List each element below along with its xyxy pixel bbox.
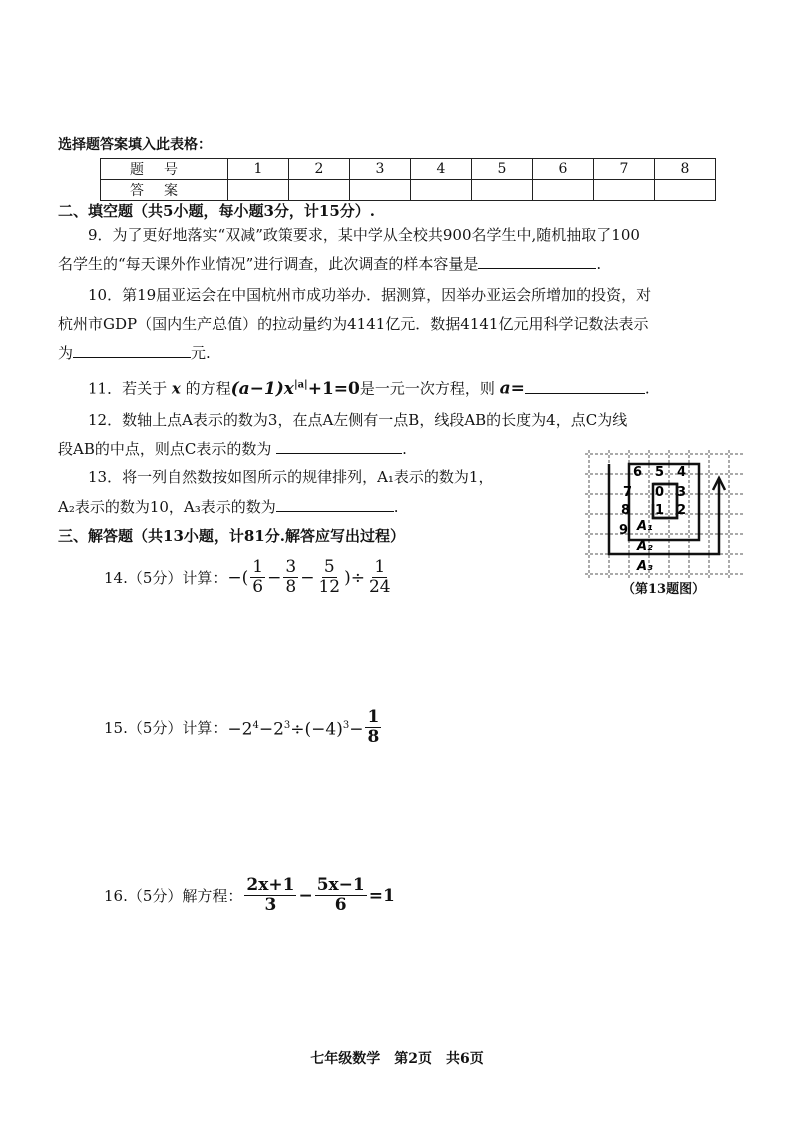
table-row: [101, 180, 716, 201]
q16-rhs: =1: [368, 885, 395, 906]
table-cell: 3: [350, 159, 411, 180]
fig-label-3: 3: [677, 485, 687, 500]
q10-line2: 杭州市GDP（国内生产总值）的拉动量约为4141亿元．数据4141亿元用科学记数法表示: [58, 315, 649, 333]
q14-frac1: $\frac{1}{6}$: [252, 557, 264, 597]
q13-end: .: [393, 498, 399, 516]
answer-cell[interactable]: [655, 180, 716, 201]
fig-label-8: 8: [621, 503, 631, 518]
table-cell: 4: [411, 159, 472, 180]
answer-cell[interactable]: [350, 180, 411, 201]
q11-end: .: [644, 379, 650, 398]
q10-prefix: 为: [58, 344, 74, 362]
q15-math: $-2^4-2^3\div(-4)^3-$: [227, 719, 364, 740]
q14-close: )÷: [344, 567, 365, 588]
page-footer: 七年级数学 第2页 共6页: [310, 1051, 484, 1067]
q12-text: 段AB的中点，则点C表示的数为: [58, 440, 272, 458]
fig-label-a3: A₃: [637, 559, 653, 574]
q10-answer-blank[interactable]: [73, 341, 191, 358]
answer-cell[interactable]: [594, 180, 655, 201]
fig-label-2: 2: [677, 503, 687, 518]
fig-label-5: 5: [655, 465, 665, 480]
q11-eq-rest: +1=0: [307, 378, 360, 399]
table-cell: 1: [228, 159, 289, 180]
q12-answer-blank[interactable]: [276, 437, 402, 454]
q13-answer-blank[interactable]: [276, 495, 394, 512]
q11-tail: 是一元一次方程，则: [359, 379, 495, 398]
table-row: [101, 159, 716, 180]
table-intro: 选择题答案填入此表格：: [58, 137, 212, 153]
fig-label-7: 7: [623, 485, 633, 500]
q13-line2: [58, 495, 399, 518]
q14-expression: [104, 558, 395, 597]
table-cell: 2: [289, 159, 350, 180]
q11-line: [88, 374, 650, 400]
table-header-answer: 答案: [101, 180, 228, 201]
section2-title: 二、填空题（共5小题，每小题3分，计15分）.: [58, 202, 375, 220]
q11-prefix: 11．若关于: [88, 379, 168, 398]
q14-frac2: $\frac{3}{8}$: [285, 557, 297, 597]
q15-expression: [104, 708, 383, 747]
q15-label: 15.（5分）计算：: [104, 718, 228, 737]
q9-answer-blank[interactable]: [478, 252, 596, 269]
fig-label-6: 6: [633, 465, 643, 480]
q14-minus: −(: [227, 567, 249, 588]
q14-frac3: $\frac{5}{12}$: [318, 557, 341, 597]
q16-equation: [104, 876, 395, 915]
q9-text: 名学生的“每天课外作业情况”进行调查，此次调查的样本容量是: [58, 255, 479, 273]
q11-answer-blank[interactable]: [525, 377, 645, 394]
q16-frac2: $\frac{5x-1}{6}$: [316, 875, 365, 915]
answer-cell[interactable]: [289, 180, 350, 201]
table-cell: 6: [533, 159, 594, 180]
table-header-number: 题号: [101, 159, 228, 180]
table-cell: 7: [594, 159, 655, 180]
answer-cell[interactable]: [533, 180, 594, 201]
answer-cell[interactable]: [228, 180, 289, 201]
q16-frac1: $\frac{2x+1}{3}$: [246, 875, 295, 915]
q10-suffix: 元.: [191, 344, 211, 362]
q11-exp: |a|: [293, 379, 308, 390]
fig-label-1: 1: [655, 503, 665, 518]
q9-line2: [58, 252, 601, 275]
q11-var: x: [171, 379, 181, 398]
q14-op2: −: [300, 567, 315, 588]
q12-line1: 12．数轴上点A表示的数为3，在点A左侧有一点B，线段AB的长度为4，点C为线: [88, 411, 628, 429]
answer-table: [100, 158, 716, 201]
q14-op1: −: [267, 567, 282, 588]
q13-text: A₂表示的数为10，A₃表示的数为: [58, 498, 276, 516]
fig-label-4: 4: [677, 465, 687, 480]
q11-a-eq: a=: [499, 378, 525, 399]
q14-frac4: $\frac{1}{24}$: [368, 557, 391, 597]
q13-figure: [585, 450, 745, 578]
q14-label: 14.（5分）计算：: [104, 568, 228, 587]
table-cell: 5: [472, 159, 533, 180]
q9-line1: 9．为了更好地落实“双减”政策要求，某中学从全校共900名学生中,随机抽取了100: [88, 226, 640, 244]
table-cell: 8: [655, 159, 716, 180]
fig-label-a1: A₁: [637, 519, 653, 534]
q16-op: −: [298, 885, 313, 906]
q13-line1: 13．将一列自然数按如图所示的规律排列，A₁表示的数为1，: [88, 468, 494, 486]
q10-line1: 10．第19届亚运会在中国杭州市成功举办．据测算，因举办亚运会所增加的投资，对: [88, 286, 652, 304]
figure-caption: （第13题图）: [622, 582, 706, 597]
q12-end: .: [402, 440, 407, 458]
fig-label-a2: A₂: [637, 539, 653, 554]
q9-end: .: [596, 255, 602, 273]
q12-line2: [58, 437, 407, 460]
answer-cell[interactable]: [411, 180, 472, 201]
fig-label-0: 0: [655, 485, 665, 500]
section3-title: 三、解答题（共13小题，计81分.解答应写出过程）: [58, 527, 405, 545]
q15-frac: $\frac{1}{8}$: [367, 707, 380, 747]
fig-label-9: 9: [619, 523, 629, 538]
q11-eq-a: (a−1)x: [230, 378, 294, 399]
q10-line3: [58, 341, 211, 364]
q11-mid: 的方程: [185, 379, 231, 398]
q16-label: 16.（5分）解方程：: [104, 886, 243, 905]
answer-cell[interactable]: [472, 180, 533, 201]
